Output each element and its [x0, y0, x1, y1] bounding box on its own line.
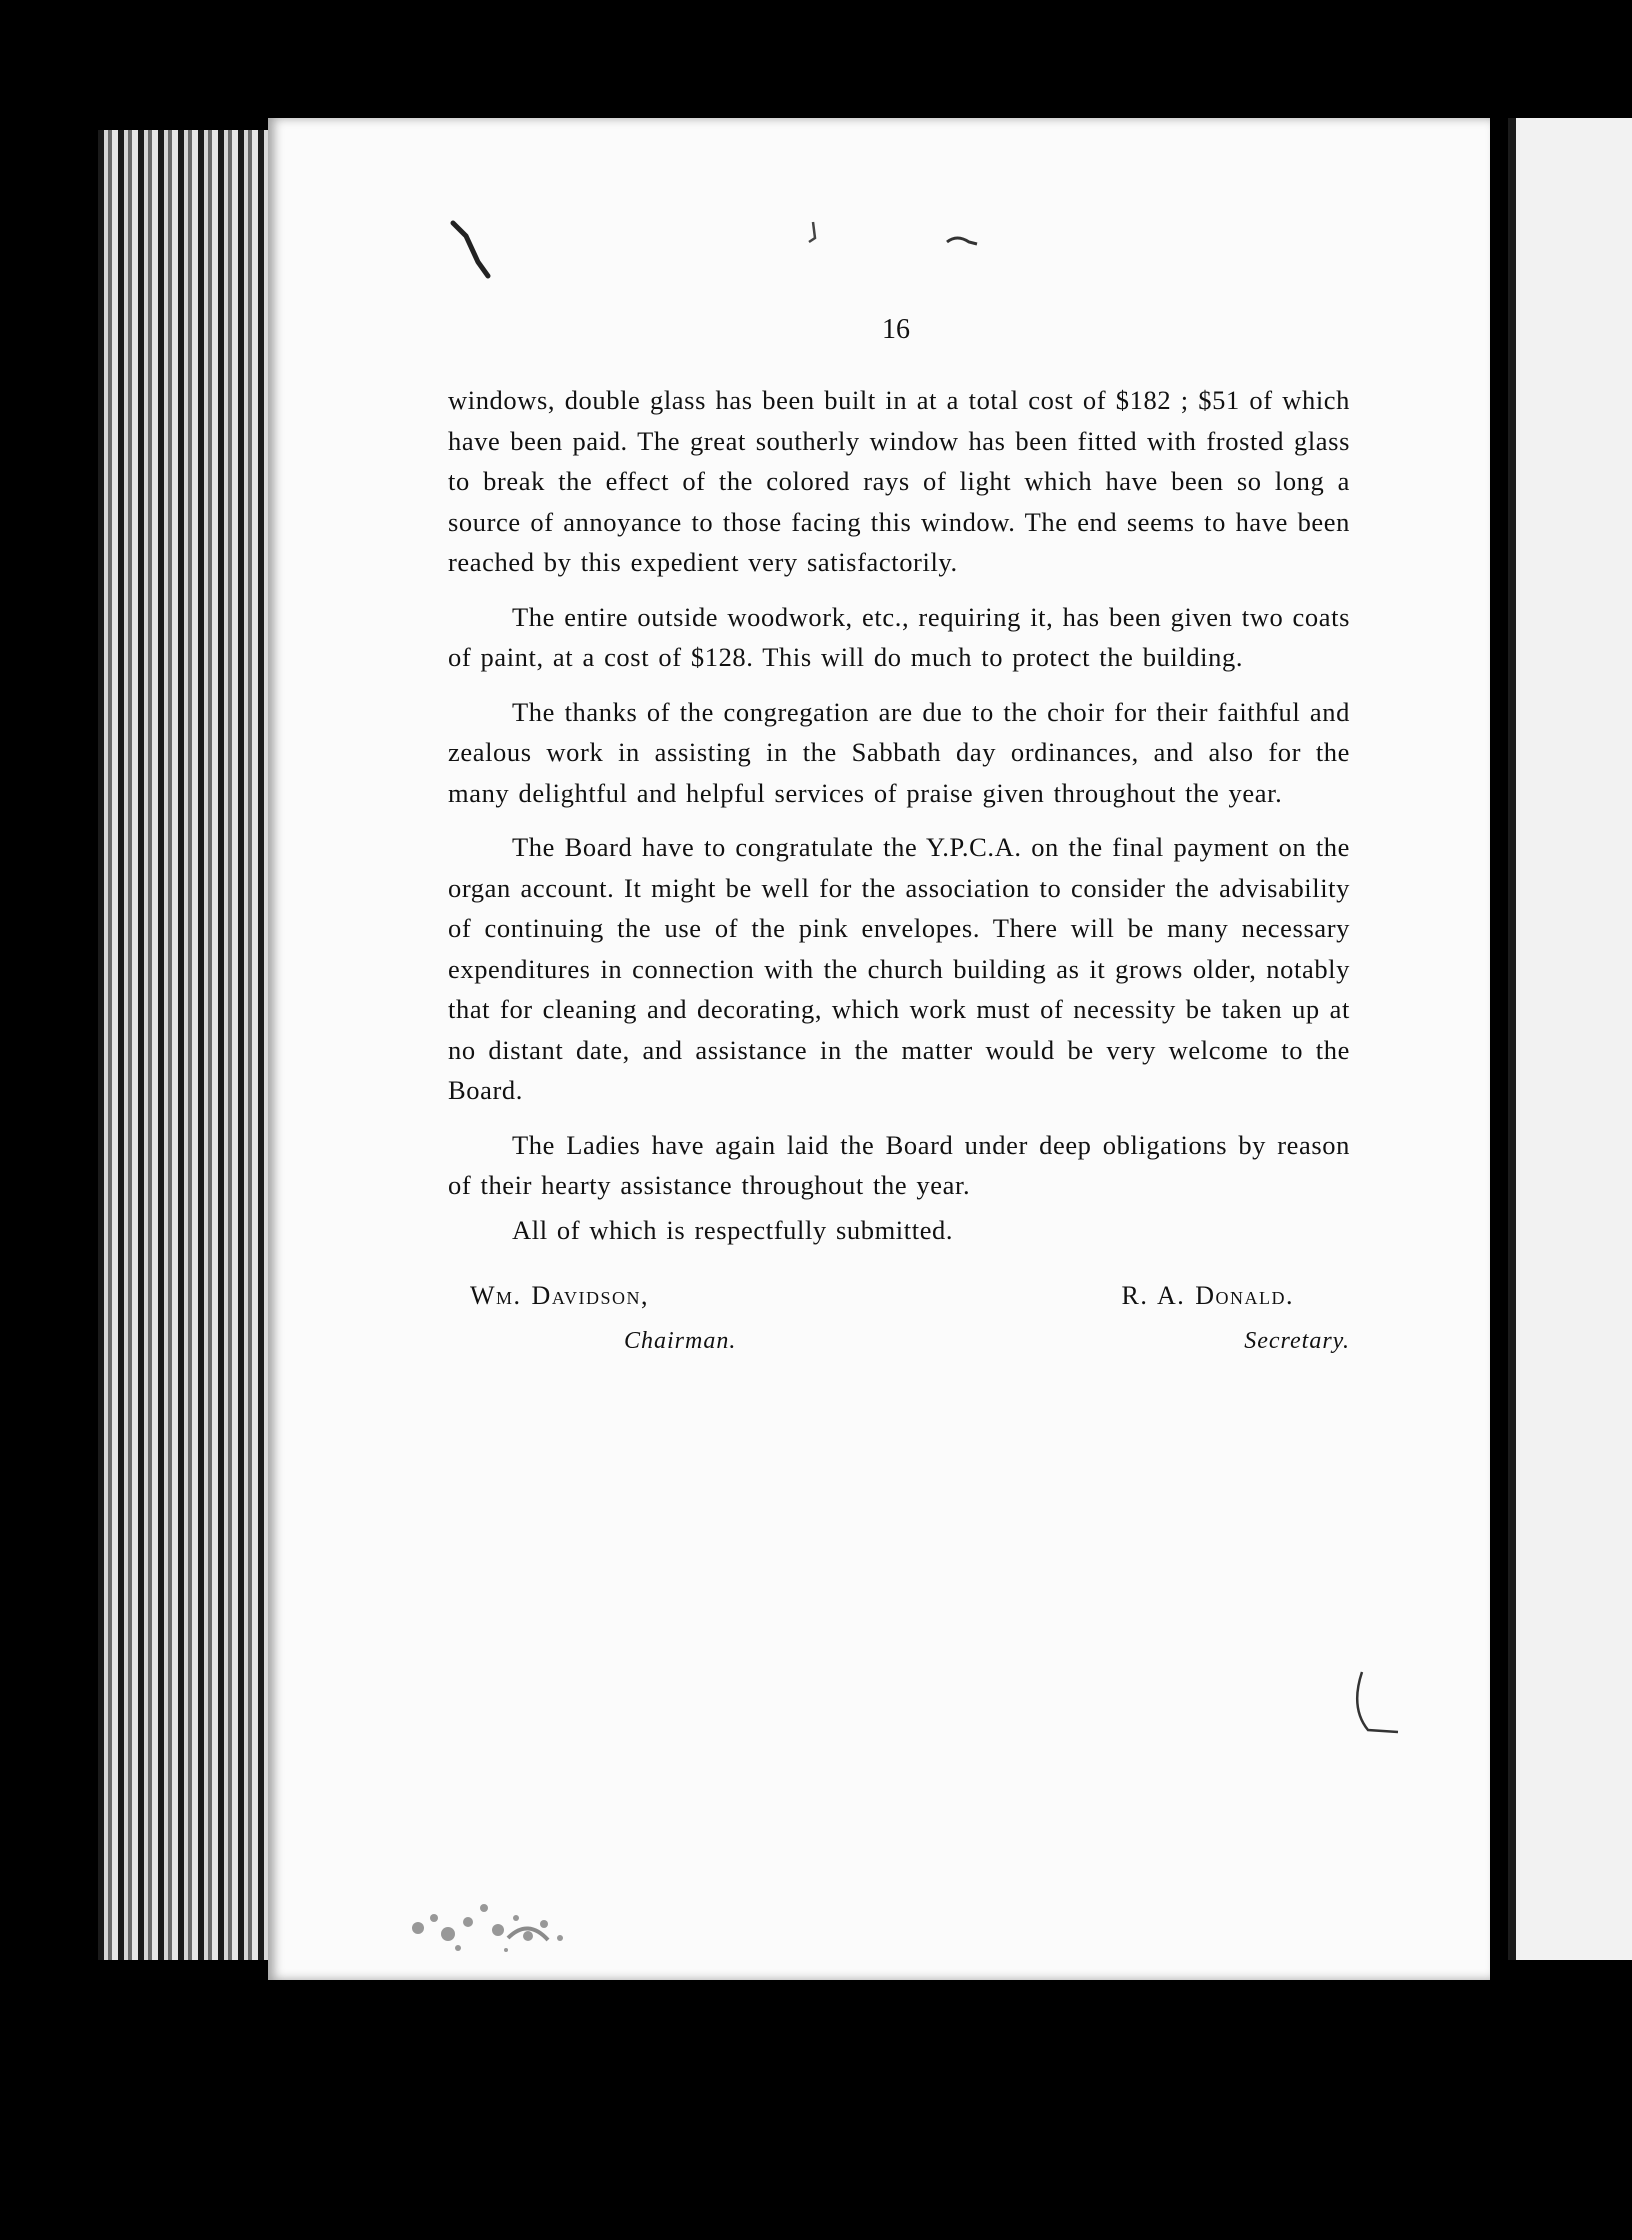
paragraph-paint: The entire outside woodwork, etc., requiring it, has been given two coats of paint, at a cost of $128. This will do much to protect the building.: [448, 601, 1350, 672]
faded-stain: [388, 1878, 628, 1968]
adjacent-page-edge: [1508, 118, 1632, 1960]
secretary-title: Secretary.: [1244, 1327, 1350, 1354]
secretary-name: R. A. Donald.: [1121, 1281, 1294, 1310]
ink-speck-small: [803, 218, 823, 248]
body-text: [448, 380, 1350, 1361]
ink-speck: [943, 230, 983, 254]
bracket-mark: [1348, 1668, 1408, 1748]
signature-block: [448, 1276, 1350, 1361]
signature-secretary: [1122, 1276, 1350, 1361]
page-number: 16: [882, 314, 910, 345]
pen-mark: [448, 218, 518, 288]
book-page: [268, 118, 1490, 1980]
paragraph-ladies: The Ladies have again laid the Board under deep obligations by reason of their hearty assistance throughout the year.: [448, 1129, 1350, 1200]
paragraph-windows: windows, double glass has been built in at a total cost of $182 ; $51 of which have been paid. The great southerly window has been fitted with frosted glass to break the effect of the colored rays of light which have been so long a source of annoyance to those facing this window. The end seems to have been reached by this expedient very satisfactorily.: [448, 385, 1350, 577]
paragraph-ypca: The Board have to congratulate the Y.P.C.A. on the final payment on the organ account. It might be well for the association to consider the advisability of continuing the use of the pink envelopes. There will be many necessary expenditures in connection with the church building as it grows older, notably that for cleaning and decorating, which work must of necessity be taken up at no distant date, and assistance in the matter would be very welcome to the Board.: [448, 832, 1350, 1105]
chairman-name: Wm. Davidson,: [470, 1281, 650, 1310]
closing-line: All of which is respectfully submitted.: [512, 1214, 954, 1245]
paragraph-choir: The thanks of the congregation are due to the choir for their faithful and zealous work in assisting in the Sabbath day ordinances, and also for the many delightful and helpful services of praise given throughout the year.: [448, 696, 1350, 808]
signature-chairman: [448, 1276, 736, 1361]
chairman-title: Chairman.: [624, 1327, 737, 1354]
book-page-edges: [98, 130, 278, 1960]
